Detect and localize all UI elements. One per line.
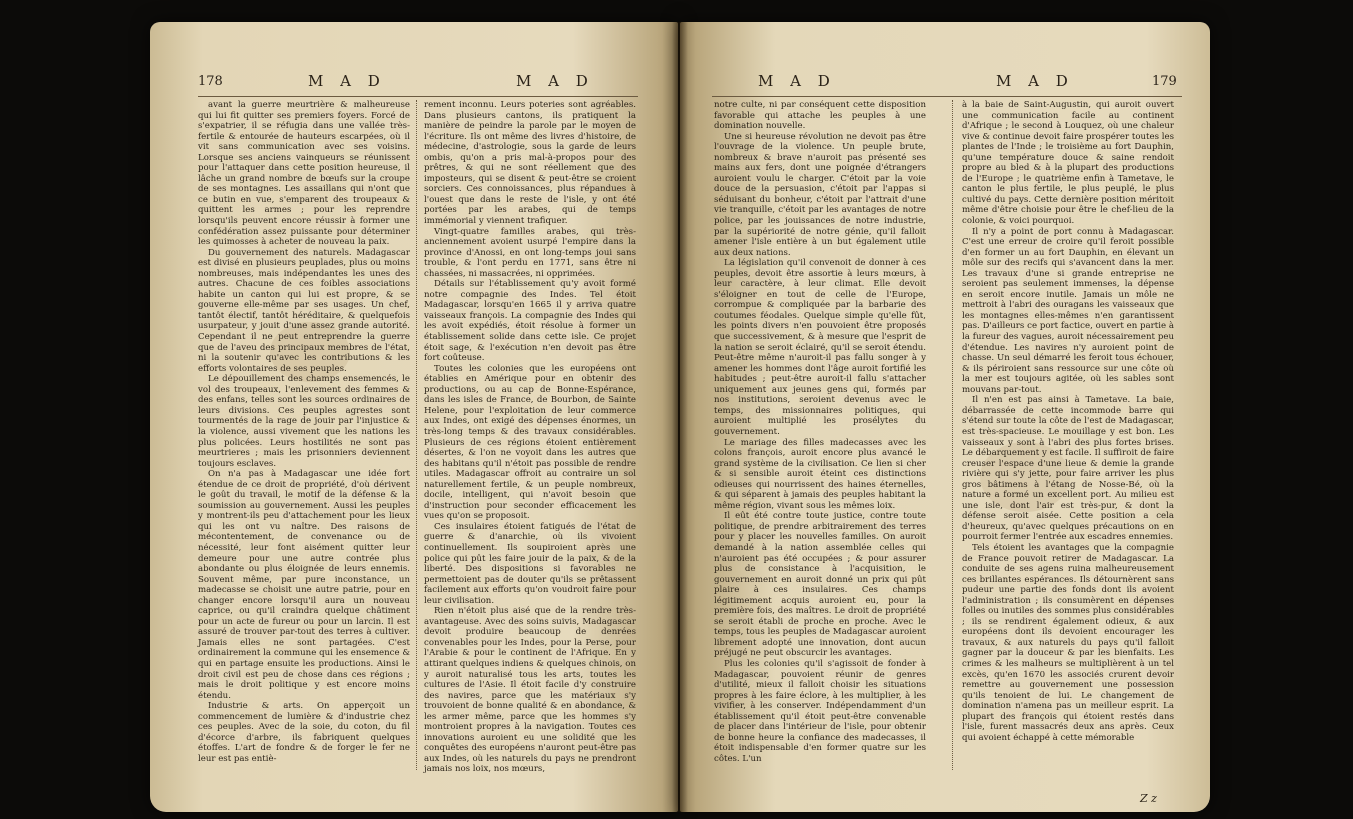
paragraph: Industrie & arts. On apperçoit un commencement de lumière & d'industrie chez ces peuples. Avec de la soie, du coton, du fil d'écorce d'arbre, ils fabriquent quelques étoffes. L'art de fondre & de forger le fer ne leur est pas entiè- bbox=[198, 701, 410, 764]
paragraph: Détails sur l'établissement qu'y avoit formé notre compagnie des Indes. Tel étoit Madagascar, lorsqu'en 1665 il y arriva quatre vaisseaux françois. La compagnie des Indes qui les avoit expédiés, étoit résolue à former un établissement solide dans cette isle. Ce projet étoit sage, & l'exécution n'en devoit pas être fort coûteuse. bbox=[424, 279, 636, 364]
running-head-right bbox=[680, 72, 1210, 92]
right-page bbox=[680, 22, 1210, 812]
paragraph: Le dépouillement des champs ensemencés, le vol des troupeaux, l'enlevement des femmes & des enfans, telles sont les sources ordinaires de leurs divisions. Ces peuples agrestes sont tourmentés de la rage de jouir par l'injustice & la violence, aussi vivement que les nations les plus policées. Leurs hostilités ne sont pas meurtrieres ; mais les prisonniers deviennent toujours esclaves. bbox=[198, 374, 410, 469]
paragraph: Du gouvernement des naturels. Madagascar est divisé en plusieurs peuplades, plus ou moins nombreuses, mais indépendantes les unes des autres. Chacune de ces foibles associations habite un canton qui lui est propre, & se gouverne elle-même par ses usages. Un chef, tantôt électif, tantôt héréditaire, & quelquefois usurpateur, y jouit d'une assez grande autorité. Cependant il ne peut entreprendre la guerre que de l'aveu des principaux membres de l'état, ni la soutenir qu'avec les contributions & les efforts volontaires de ses peuples. bbox=[198, 247, 410, 374]
header-rule-left bbox=[198, 96, 638, 97]
left-page bbox=[150, 22, 678, 812]
header-rule-right bbox=[712, 96, 1182, 97]
paragraph: Toutes les colonies que les européens ont établies en Amérique pour en obtenir des productions, ou au cap de Bonne-Espérance, dans les isles de France, de Bourbon, de Sainte Helene, pour l'exploitation de leur commerce aux Indes, ont exigé des dépenses énormes, un très-long temps & des travaux considérables. Plusieurs de ces régions étoient entièrement désertes, & l'on ne voyoit dans les autres que des habitans qu'il n'étoit pas possible de rendre utiles. Madagascar offroit au contraire un sol naturellement fertile, & un peuple nombreux, docile, intelligent, qui n'avoit besoin que d'instruction pour seconder efficacement les vues qu'on se proposoit. bbox=[424, 363, 636, 522]
book-spread bbox=[150, 22, 1210, 812]
paragraph: La législation qu'il convenoit de donner à ces peuples, devoit être assortie à leurs mœurs, à leur caractère, à leur climat. Elle devoit s'éloigner en tout de celle de l'Europe, corrompue & compliquée par la barbarie des coutumes féodales. Quelque simple qu'elle fût, les points divers n'en pouvoient être proposés que successivement, & à mesure que l'esprit de la nation se seroit éclairé, qu'il se seroit étendu. Peut-être même n'auroit-il pas fallu songer à y amener les hommes dont l'âge auroit fortifié les habitudes ; peut-être auroit-il fallu s'attacher uniquement aux jeunes gens qui, formés par nos institutions, seroient devenus avec le temps, des missionnaires politiques, qui auroient multiplié les prosélytes du gouvernement. bbox=[714, 258, 926, 437]
paragraph: Il n'en est pas ainsi à Tametave. La baie, débarrassée de cette incommode barre qui s'étend sur toute la côte de l'est de Madagascar, est très-spacieuse. Le mouillage y est bon. Les vaisseaux y sont à l'abri des plus fortes brises. Le débarquement y est facile. Il suffiroit de faire creuser l'espace d'une lieue & demie la grande rivière qui s'y jette, pour faire arriver les plus gros bâtimens à l'étang de Nosse-Bé, où la nature a formé un excellent port. Au milieu est une isle, dont l'air est très-pur, & dont la défense seroit aisée. Cette position a cela d'heureux, qu'avec quelques précautions on en pourroit fermer l'entrée aux escadres ennemies. bbox=[962, 395, 1174, 543]
paragraph: On n'a pas à Madagascar une idée fort étendue de ce droit de propriété, d'où dérivent le goût du travail, le motif de la défense & la soumission au gouvernement. Aussi les peuples y montrent-ils peu d'attachement pour les lieux qui les ont vu naître. Des raisons de mécontentement, de convenance ou de nécessité, leur font aisément quitter leur demeure pour une autre contrée plus abondante ou plus éloignée de leurs ennemis. Souvent même, par pure inconstance, un madecasse se choisit une autre patrie, pour en changer encore lorsqu'il aura un nouveau caprice, ou qu'il craindra quelque châtiment pour un acte de fureur ou pour un larcin. Il est assuré de trouver par-tout des terres à cultiver. Jamais elles ne sont partagées. C'est ordinairement la commune qui les ensemence & qui en partage ensuite les productions. Ainsi le droit civil est peu de chose dans ces régions ; mais le droit politique y est encore moins étendu. bbox=[198, 469, 410, 701]
paragraph: Tels étoient les avantages que la compagnie de France pouvoit retirer de Madagascar. La conduite de ses agens ruina malheureusement ces brillantes espérances. Ils détournèrent sans pudeur une partie des fonds dont ils avoient l'administration ; ils consumèrent en dépenses folles ou inutiles des sommes plus considérables ; ils se rendirent également odieux, & aux européens dont ils devoient encourager les travaux, & aux naturels du pays qu'il falloit gagner par la douceur & par les bienfaits. Les crimes & les malheurs se multiplièrent à un tel excès, qu'en 1670 les associés crurent devoir remettre au gouvernement une possession qu'ils tenoient de lui. Le changement de domination n'amena pas un meilleur esprit. La plupart des françois qui étoient restés dans l'isle, furent massacrés deux ans après. Ceux qui avoient échappé à cette mémorable bbox=[962, 542, 1174, 743]
column-divider-right bbox=[952, 100, 954, 770]
paragraph: rement inconnu. Leurs poteries sont agréables. Dans plusieurs cantons, ils pratiquent la manière de peindre la parole par le moyen de l'écriture. Ils ont même des livres d'histoire, de médecine, d'astrologie, sous la garde de leurs ombis, qu'on a pris mal-à-propos pour des prêtres, & qui ne sont réellement que des imposteurs, qui se disent & peut-être se croient sorciers. Ces connoissances, plus répandues à l'ouest que dans le reste de l'isle, y ont été portées par les arabes, qui de temps immémorial y viennent trafiquer. bbox=[424, 100, 636, 227]
left-page-column-1 bbox=[198, 100, 410, 764]
page-number-left: 178 bbox=[198, 74, 223, 89]
paragraph: notre culte, ni par conséquent cette disposition favorable qui attache les peuples à une domination nouvelle. bbox=[714, 100, 926, 132]
paragraph: Il n'y a point de port connu à Madagascar. C'est une erreur de croire qu'il feroit possible d'en former un au fort Dauphin, en élevant un môle sur des recifs qui s'avancent dans la mer. Les travaux d'une si grande entreprise ne seroient pas seulement immenses, la dépense en seroit encore inutile. Jamais un môle ne mettroit à l'abri des ouragans les vaisseaux que les montagnes elles-mêmes n'en garantissent pas. D'ailleurs ce port factice, ouvert en partie à la fureur des vagues, auroit nécessairement peu d'étendue. Les navires n'y auroient point de chasse. Un seul démarré les feroit tous échouer, & ils périroient sans ressource sur une côte où la mer est toujours agitée, où les sables sont mouvans par-tout. bbox=[962, 226, 1174, 395]
running-title-right-a: M A D bbox=[758, 72, 836, 90]
paragraph: avant la guerre meurtrière & malheureuse qui lui fit quitter ses premiers foyers. Forcé de s'expatrier, il se réfugia dans une vallée très-fertile & entourée de hauteurs escarpées, où il vit sans communication avec ses voisins. Lorsque ses anciens vainqueurs se réunissent pour l'attaquer dans cette position heureuse, il lâche un grand nombre de bœufs sur la croupe de ses montagnes. Les assaillans qui n'ont que ce butin en vue, s'emparent des troupeaux & quittent les armes ; pour les reprendre lorsqu'ils peuvent encore réussir à former une confédération assez puissante pour déterminer les quimosses à acheter de nouveau la paix. bbox=[198, 100, 410, 248]
paragraph: Plus les colonies qu'il s'agissoit de fonder à Madagascar, pouvoient réunir de genres d'utilité, mieux il falloit choisir les situations propres à les faire éclore, à les multiplier, à les vivifier, à les conserver. Indépendamment d'un établissement qu'il étoit peut-être convenable de placer dans l'intérieur de l'isle, pour obtenir de bonne heure la confiance des madecasses, il étoit indispensable d'en former quatre sur les côtes. L'un bbox=[714, 658, 926, 764]
signature-mark: Z z bbox=[1140, 792, 1157, 805]
right-page-column-1 bbox=[714, 100, 926, 764]
paragraph: Le mariage des filles madecasses avec les colons françois, auroit encore plus avancé le grand système de la civilisation. Ce lien si cher & si sensible auroit éteint ces distinctions odieuses qui nourrissent des haines éternelles, & qui séparent à jamais des peuples habitant la même région, vivant sous les mêmes loix. bbox=[714, 437, 926, 511]
running-head-left bbox=[150, 72, 678, 92]
paragraph: Rien n'étoit plus aisé que de la rendre très-avantageuse. Avec des soins suivis, Madagascar devoit produire beaucoup de denrées convenables pour les Indes, pour la Perse, pour l'Arabie & pour le continent de l'Afrique. En y attirant quelques indiens & quelques chinois, on y auroit naturalisé tous les arts, toutes les cultures de l'Asie. Il étoit facile d'y construire des navires, parce que les matériaux s'y trouvoient de bonne qualité & en abondance, & les armer même, parce que les hommes s'y montroient propres à la navigation. Toutes ces innovations auroient eu une solidité que les conquêtes des européens n'auront peut-être pas aux Indes, où les naturels du pays ne prendront jamais nos loix, nos mœurs, bbox=[424, 606, 636, 775]
book-gutter bbox=[672, 22, 688, 812]
paragraph: Il eût été contre toute justice, contre toute politique, de prendre arbitrairement des terres pour y placer les nouvelles familles. On auroit demandé à la nation assemblée celles qui n'auroient pas été occupées ; & pour assurer plus de consistance à l'acquisition, le gouvernement en auroit donné un prix qui pût plaire à ces insulaires. Ces champs légitimement acquis auroient eu, pour la première fois, des maîtres. Le droit de propriété se seroit établi de proche en proche. Avec le temps, tous les peuples de Madagascar auroient librement adopté une innovation, dont aucun préjugé ne peut obscurcir les avantages. bbox=[714, 511, 926, 659]
right-page-column-2 bbox=[962, 100, 1174, 743]
running-title-left-b: M A D bbox=[516, 72, 594, 90]
paragraph: Ces insulaires étoient fatigués de l'état de guerre & d'anarchie, où ils vivoient continuellement. Ils soupiroient après une police qui pût les faire jouir de la paix, & de la liberté. Des dispositions si favorables ne permettoient pas de douter qu'ils se prêtassent facilement aux efforts qu'on voudroit faire pour leur civilisation. bbox=[424, 521, 636, 606]
paragraph: à la baie de Saint-Augustin, qui auroit ouvert une communication facile au continent d'Afrique ; le second à Louquez, où une chaleur vive & continue devoit faire prospérer toutes les plantes de l'Inde ; le troisième au fort Dauphin, qu'une température douce & saine rendoit propre au bled & à la plupart des productions de l'Europe ; le quatrième enfin à Tametave, le canton le plus fertile, le plus peuplé, le plus cultivé du pays. Cette dernière position méritoit même d'être choisie pour être le chef-lieu de la colonie, & voici pourquoi. bbox=[962, 100, 1174, 227]
left-page-column-2 bbox=[424, 100, 636, 775]
paragraph: Une si heureuse révolution ne devoit pas être l'ouvrage de la violence. Un peuple brute, nombreux & brave n'auroit pas présenté ses mains aux fers, dont une poignée d'étrangers auroient voulu le charger. C'étoit par la voie douce de la persuasion, c'étoit par l'appas si séduisant du bonheur, c'étoit par l'attrait d'une vie tranquille, c'étoit par les avantages de notre police, par les jouissances de notre industrie, par la supériorité de notre génie, qu'il falloit amener l'isle entière à un but également utile aux deux nations. bbox=[714, 131, 926, 258]
page-number-right: 179 bbox=[1152, 74, 1177, 89]
column-divider-left bbox=[416, 100, 418, 770]
running-title-left-a: M A D bbox=[308, 72, 386, 90]
running-title-right-b: M A D bbox=[996, 72, 1074, 90]
paragraph: Vingt-quatre familles arabes, qui très-anciennement avoient usurpé l'empire dans la province d'Anossi, en ont long-temps joui sans trouble, & l'ont perdu en 1771, sans être ni chassées, ni massacrées, ni opprimées. bbox=[424, 226, 636, 279]
